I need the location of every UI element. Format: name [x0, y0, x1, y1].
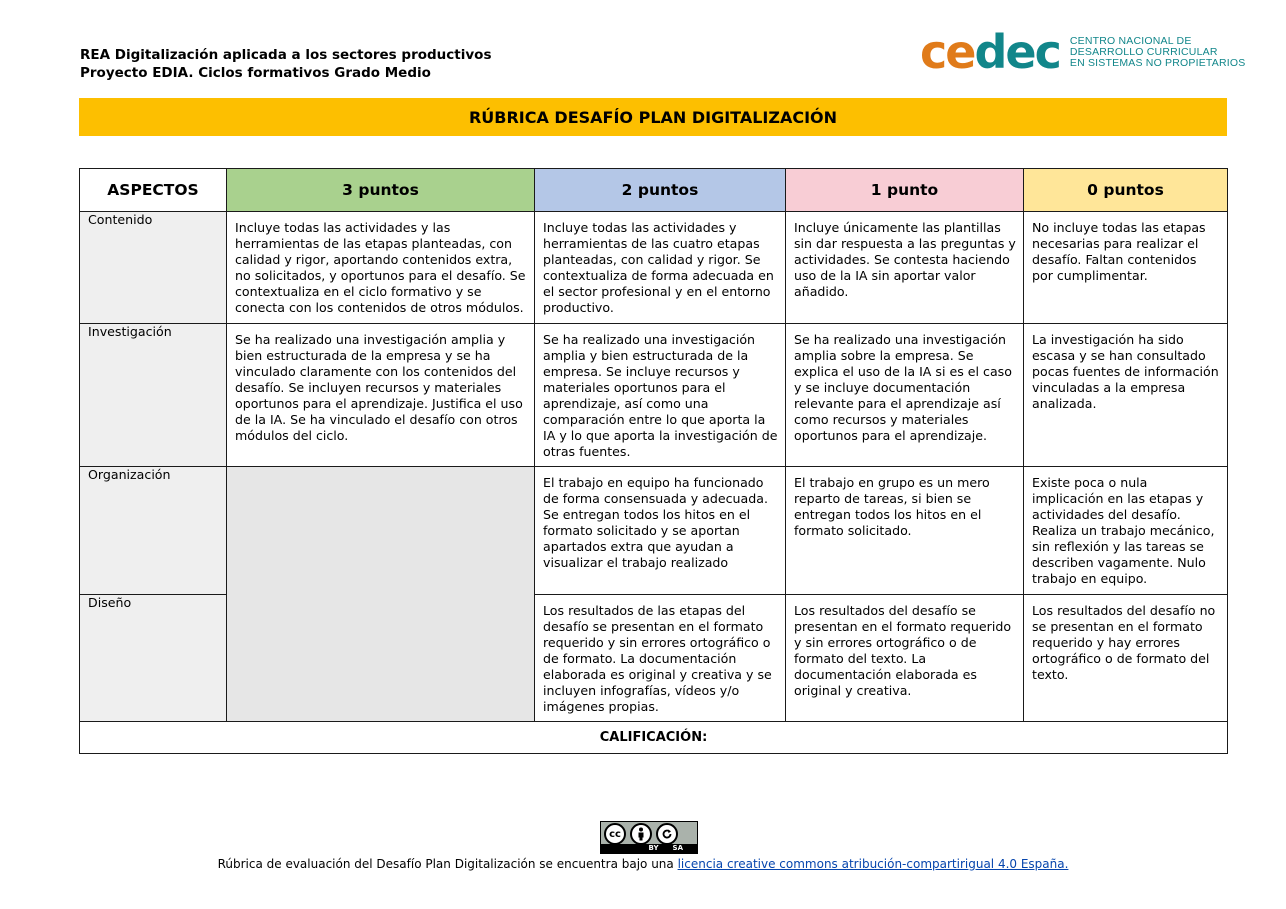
cell-1: Los resultados del desafío se presentan en el formato requerido y sin errores ortográfico o de formato del texto. La documentación elaborada es original y creativa. — [786, 595, 1024, 722]
cell-0: No incluye todas las etapas necesarias para realizar el desafío. Faltan contenidos por cumplimentar. — [1024, 212, 1228, 324]
cell-1: Incluye únicamente las plantillas sin dar respuesta a las preguntas y actividades. Se contesta haciendo uso de la IA sin aportar valor añadido. — [786, 212, 1024, 324]
header-aspectos: ASPECTOS — [80, 169, 227, 212]
header-3-puntos: 3 puntos — [227, 169, 535, 212]
license-link[interactable]: licencia creative commons atribución-compartirigual 4.0 España. — [677, 857, 1069, 871]
badge-by-label: BY — [648, 844, 659, 852]
cell-3: Se ha realizado una investigación amplia y bien estructurada de la empresa y se ha vinculado claramente con los contenidos del desafío. Se incluyen recursos y materiales oportunos para el aprendizaje. Justifica el uso de la IA. Se ha vinculado el desafío con otros módulos del ciclo. — [227, 324, 535, 467]
aspect-diseno: Diseño — [80, 595, 227, 722]
cell-1: Se ha realizado una investigación amplia sobre la empresa. Se explica el uso de la IA si es el caso y se incluye documentación relevante para el aprendizaje así como recursos y materiales oportunos para el aprendizaje. — [786, 324, 1024, 467]
sa-icon — [656, 823, 678, 845]
header-0-puntos: 0 puntos — [1024, 169, 1228, 212]
license-text: Rúbrica de evaluación del Desafío Plan Digitalización se encuentra bajo una — [217, 857, 678, 871]
calificacion-label: CALIFICACIÓN: — [80, 722, 1228, 754]
cc-icon: cc — [604, 823, 626, 845]
cell-3-empty — [227, 467, 535, 722]
header-line-1: REA Digitalización aplicada a los sectores productivos — [80, 47, 492, 63]
aspect-organizacion: Organización — [80, 467, 227, 595]
document-header — [80, 46, 492, 82]
cedec-logo — [920, 25, 1246, 79]
cell-2: Se ha realizado una investigación amplia y bien estructurada de la empresa. Se incluye recursos y materiales oportunos para el aprendizaje, así como una comparación entre lo que aporta la IA y lo que aporta la investigación de otras fuentes. — [535, 324, 786, 467]
rubric-title: RÚBRICA DESAFÍO PLAN DIGITALIZACIÓN — [79, 98, 1227, 136]
license-footer — [0, 856, 1286, 872]
cc-license-badge — [600, 821, 698, 854]
aspect-contenido: Contenido — [80, 212, 227, 324]
rubric-table — [79, 168, 1228, 754]
header-1-punto: 1 punto — [786, 169, 1024, 212]
cell-2: Los resultados de las etapas del desafío se presentan en el formato requerido y sin errores ortográfico o de formato. La documentación elaborada es original y creativa y se incluyen infografías, vídeos y/o imágenes propias. — [535, 595, 786, 722]
cell-0: Los resultados del desafío no se presentan en el formato requerido y hay errores ortográfico o de formato del texto. — [1024, 595, 1228, 722]
total-row — [80, 722, 1228, 754]
by-person-icon — [630, 823, 652, 845]
header-line-2: Proyecto EDIA. Ciclos formativos Grado Medio — [80, 65, 431, 81]
logo-subtitle: CENTRO NACIONAL DE DESARROLLO CURRICULAR EN SISTEMAS NO PROPIETARIOS — [1069, 34, 1246, 69]
logo-wordmark: cedec — [920, 25, 1060, 79]
cell-2: El trabajo en equipo ha funcionado de forma consensuada y adecuada. Se entregan todos los hitos en el formato solicitado y se aportan apartados extra que ayudan a visualizar el trabajo realizado — [535, 467, 786, 595]
table-row — [80, 324, 1228, 467]
table-header-row — [80, 169, 1228, 212]
cell-1: El trabajo en grupo es un mero reparto de tareas, si bien se entregan todos los hitos en el formato solicitado. — [786, 467, 1024, 595]
table-row — [80, 467, 1228, 595]
table-row — [80, 212, 1228, 324]
cell-2: Incluye todas las actividades y herramientas de las cuatro etapas planteadas, con calidad y rigor. Se contextualiza de forma adecuada en el sector profesional y en el entorno productivo. — [535, 212, 786, 324]
cell-3: Incluye todas las actividades y las herramientas de las etapas planteadas, con calidad y rigor, aportando contenidos extra, no solicitados, y oportunos para el desafío. Se contextualiza en el ciclo formativo y se conecta con los contenidos de otros módulos. — [227, 212, 535, 324]
badge-sa-label: SA — [672, 844, 683, 852]
header-2-puntos: 2 puntos — [535, 169, 786, 212]
cell-0: Existe poca o nula implicación en las etapas y actividades del desafío. Realiza un trabajo mecánico, sin reflexión y las tareas se describen vagamente. Nulo trabajo en equipo. — [1024, 467, 1228, 595]
cell-0: La investigación ha sido escasa y se han consultado pocas fuentes de información vinculadas a la empresa analizada. — [1024, 324, 1228, 467]
aspect-investigacion: Investigación — [80, 324, 227, 467]
